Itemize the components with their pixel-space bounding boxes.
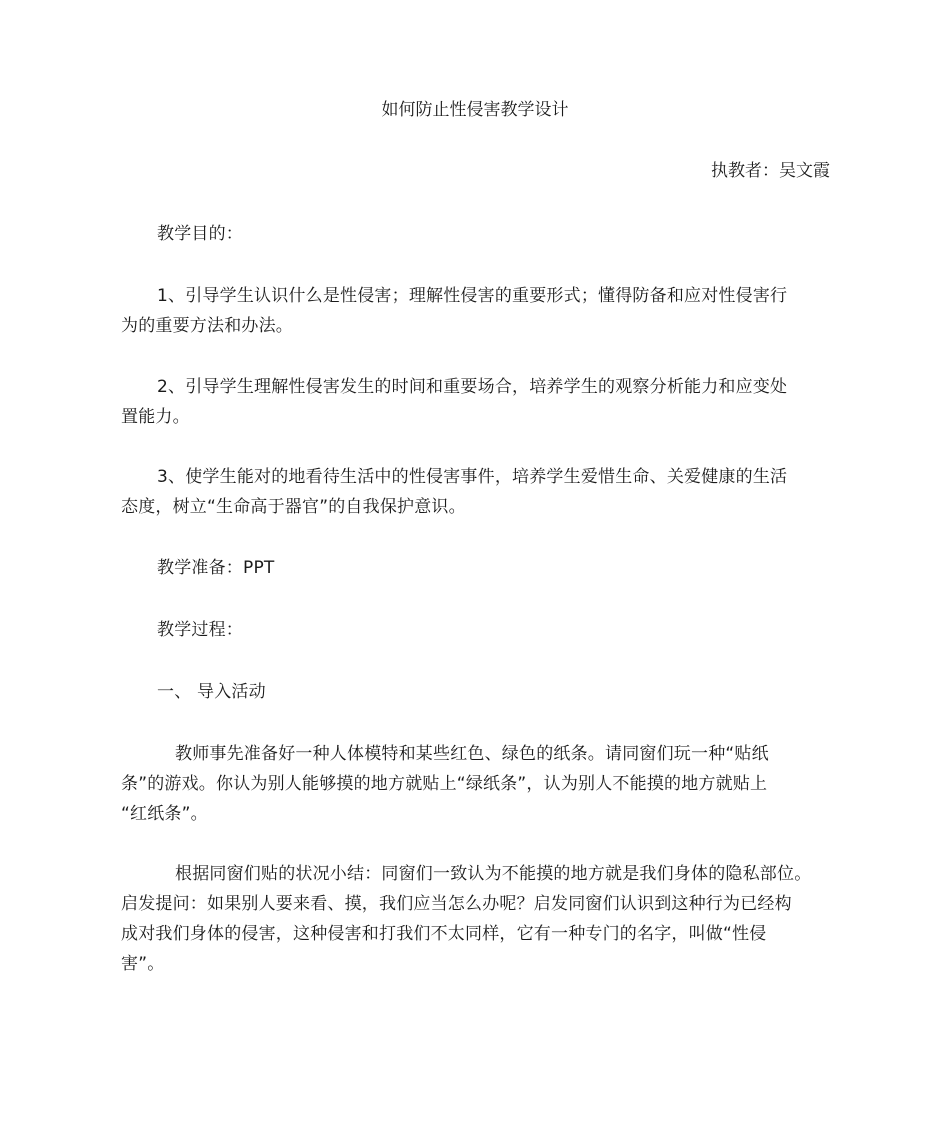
author-line: 执教者：吴文霞 — [711, 161, 830, 181]
summary-line-4: 害”。 — [121, 954, 165, 974]
activity-line-1: 教师事先准备好一种人体模特和某些红色、绿色的纸条。请同窗们玩一种“贴纸 — [175, 744, 769, 764]
goal-3-line-2: 态度，树立“生命高于器官”的自我保护意识。 — [121, 497, 466, 517]
goal-1-line-2: 为的重要方法和办法。 — [121, 316, 293, 336]
activity-line-2: 条”的游戏。你认为别人能够摸的地方就贴上“绿纸条”，认为别人不能摸的地方就贴上 — [121, 774, 768, 794]
goal-1-line-1: 1、引导学生认识什么是性侵害；理解性侵害的重要形式；懂得防备和应对性侵害行 — [157, 286, 788, 306]
goal-2-line-2: 置能力。 — [121, 407, 190, 427]
goal-3-line-1: 3、使学生能对的地看待生活中的性侵害事件，培养学生爱惜生命、关爱健康的生活 — [157, 467, 788, 487]
summary-line-1: 根据同窗们贴的状况小结：同窗们一致认为不能摸的地方就是我们身体的隐私部位。 — [175, 864, 812, 884]
goal-2-line-1: 2、引导学生理解性侵害发生的时间和重要场合，培养学生的观察分析能力和应变处 — [157, 377, 788, 397]
process-heading: 教学过程： — [157, 620, 243, 640]
summary-line-2: 启发提问：如果别人要来看、摸，我们应当怎么办呢？启发同窗们认识到这种行为已经构 — [121, 894, 792, 914]
summary-line-3: 成对我们身体的侵害，这种侵害和打我们不太同样，它有一种专门的名字，叫做“性侵 — [121, 924, 767, 944]
document-title: 如何防止性侵害教学设计 — [381, 100, 569, 120]
prep-line: 教学准备：PPT — [157, 558, 275, 578]
section-1-heading: 一、 导入活动 — [157, 682, 266, 702]
activity-line-3: “红纸条”。 — [121, 804, 208, 824]
goals-heading: 教学目的： — [157, 224, 243, 244]
